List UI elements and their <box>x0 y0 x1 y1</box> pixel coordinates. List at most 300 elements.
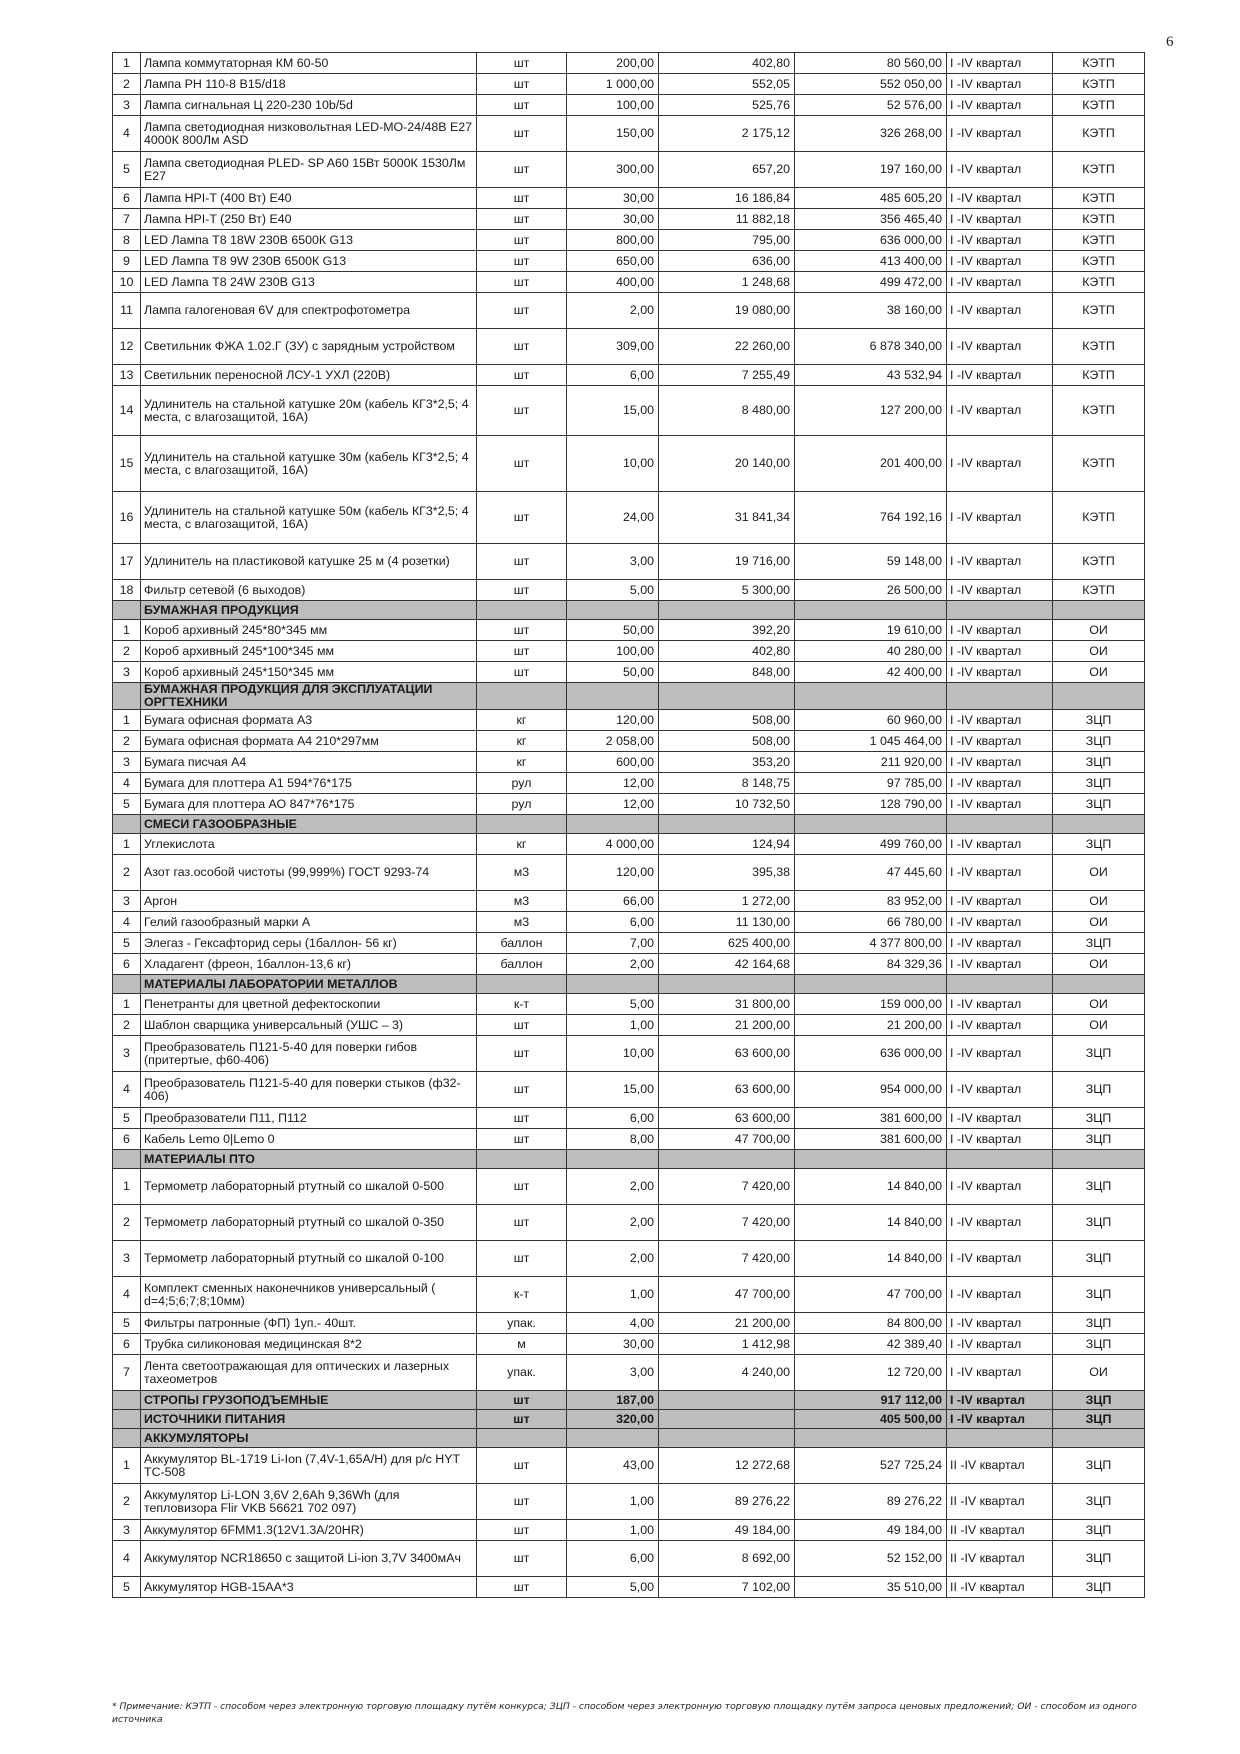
category-method <box>1053 1150 1145 1169</box>
item-price: 2 175,12 <box>659 116 795 152</box>
item-name: Лампа галогеновая 6V для спектрофотометра <box>141 293 477 329</box>
item-method: ЗЦП <box>1053 773 1145 794</box>
row-number: 1 <box>113 710 141 731</box>
item-unit: рул <box>477 773 567 794</box>
item-quantity: 120,00 <box>567 855 659 891</box>
row-number: 2 <box>113 1205 141 1241</box>
table-row <box>113 954 1145 975</box>
category-qty <box>567 601 659 620</box>
item-unit: м <box>477 1334 567 1355</box>
table-row <box>113 933 1145 954</box>
item-name: Бумага офисная формата А4 210*297мм <box>141 731 477 752</box>
item-quantity: 24,00 <box>567 492 659 544</box>
row-number: 4 <box>113 912 141 933</box>
item-quantity: 2,00 <box>567 1205 659 1241</box>
category-qty <box>567 1429 659 1448</box>
item-sum: 97 785,00 <box>795 773 947 794</box>
row-number: 4 <box>113 773 141 794</box>
row-number: 8 <box>113 230 141 251</box>
category-qty <box>567 683 659 710</box>
category-blank-cell <box>113 1391 141 1410</box>
item-quantity: 50,00 <box>567 662 659 683</box>
row-number: 2 <box>113 731 141 752</box>
item-sum: 128 790,00 <box>795 794 947 815</box>
category-title: БУМАЖНАЯ ПРОДУКЦИЯ <box>141 601 477 620</box>
item-name: Шаблон сварщика универсальный (УШС – 3) <box>141 1015 477 1036</box>
item-unit: шт <box>477 641 567 662</box>
item-period: I -IV квартал <box>947 209 1053 230</box>
category-qty <box>567 975 659 994</box>
table-row <box>113 731 1145 752</box>
category-row <box>113 601 1145 620</box>
category-method <box>1053 815 1145 834</box>
item-name: Аккумулятор Li-LON 3,6V 2,6Ah 9,36Wh (для тепловизора Flir VKB 56621 702 097) <box>141 1484 477 1520</box>
item-method: ЗЦП <box>1053 794 1145 815</box>
item-name: Аккумулятор NCR18650 с защитой Li-ion 3,7V 3400мАч <box>141 1541 477 1577</box>
item-quantity: 4,00 <box>567 1313 659 1334</box>
item-method: ЗЦП <box>1053 834 1145 855</box>
item-method: КЭТП <box>1053 329 1145 365</box>
row-number: 6 <box>113 1334 141 1355</box>
item-sum: 499 760,00 <box>795 834 947 855</box>
item-price: 31 800,00 <box>659 994 795 1015</box>
category-qty <box>567 815 659 834</box>
item-unit: кг <box>477 752 567 773</box>
item-sum: 14 840,00 <box>795 1169 947 1205</box>
item-price: 124,94 <box>659 834 795 855</box>
item-quantity: 800,00 <box>567 230 659 251</box>
item-unit: шт <box>477 1015 567 1036</box>
table-row <box>113 994 1145 1015</box>
item-quantity: 6,00 <box>567 1541 659 1577</box>
item-price: 31 841,34 <box>659 492 795 544</box>
category-method <box>1053 683 1145 710</box>
item-sum: 499 472,00 <box>795 272 947 293</box>
item-sum: 552 050,00 <box>795 74 947 95</box>
item-unit: шт <box>477 116 567 152</box>
item-price: 7 255,49 <box>659 365 795 386</box>
item-period: I -IV квартал <box>947 293 1053 329</box>
item-unit: шт <box>477 209 567 230</box>
item-unit: шт <box>477 293 567 329</box>
item-method: КЭТП <box>1053 116 1145 152</box>
item-period: I -IV квартал <box>947 1108 1053 1129</box>
category-sum <box>795 815 947 834</box>
item-quantity: 30,00 <box>567 188 659 209</box>
item-name: Бумага для плоттера АО 847*76*175 <box>141 794 477 815</box>
footnote: * Примечание: КЭТП - способом через электронную торговую площадку путём конкурса; ЗЦП - способом через электронную торговую площадку путём запроса ценовых предложений; ОИ - способом из одного источника <box>112 1701 1137 1725</box>
item-price: 7 420,00 <box>659 1241 795 1277</box>
item-unit: кг <box>477 834 567 855</box>
table-row <box>113 329 1145 365</box>
item-sum: 159 000,00 <box>795 994 947 1015</box>
item-period: I -IV квартал <box>947 1129 1053 1150</box>
item-price: 636,00 <box>659 251 795 272</box>
item-quantity: 7,00 <box>567 933 659 954</box>
item-method: КЭТП <box>1053 293 1145 329</box>
item-period: I -IV квартал <box>947 731 1053 752</box>
item-unit: шт <box>477 1484 567 1520</box>
item-price: 19 080,00 <box>659 293 795 329</box>
item-quantity: 43,00 <box>567 1448 659 1484</box>
row-number: 5 <box>113 1108 141 1129</box>
item-quantity: 1,00 <box>567 1015 659 1036</box>
category-period: I -IV квартал <box>947 1410 1053 1429</box>
item-unit: шт <box>477 365 567 386</box>
row-number: 17 <box>113 544 141 580</box>
category-price <box>659 683 795 710</box>
row-number: 13 <box>113 365 141 386</box>
row-number: 1 <box>113 620 141 641</box>
item-sum: 21 200,00 <box>795 1015 947 1036</box>
category-period <box>947 683 1053 710</box>
item-unit: шт <box>477 436 567 492</box>
item-price: 7 420,00 <box>659 1205 795 1241</box>
table-row <box>113 436 1145 492</box>
category-blank-cell <box>113 1410 141 1429</box>
item-method: КЭТП <box>1053 230 1145 251</box>
item-quantity: 309,00 <box>567 329 659 365</box>
item-quantity: 5,00 <box>567 994 659 1015</box>
item-period: I -IV квартал <box>947 95 1053 116</box>
category-unit <box>477 815 567 834</box>
item-unit: шт <box>477 1577 567 1598</box>
item-name: Комплект сменных наконечников универсальный ( d=4;5;6;7;8;10мм) <box>141 1277 477 1313</box>
item-quantity: 6,00 <box>567 912 659 933</box>
category-sum <box>795 601 947 620</box>
row-number: 3 <box>113 752 141 773</box>
item-method: ЗЦП <box>1053 1577 1145 1598</box>
item-unit: шт <box>477 251 567 272</box>
item-period: I -IV квартал <box>947 230 1053 251</box>
table-row <box>113 794 1145 815</box>
item-method: ОИ <box>1053 1015 1145 1036</box>
item-method: КЭТП <box>1053 544 1145 580</box>
item-sum: 527 725,24 <box>795 1448 947 1484</box>
item-method: ЗЦП <box>1053 1484 1145 1520</box>
item-unit: шт <box>477 580 567 601</box>
item-method: КЭТП <box>1053 436 1145 492</box>
item-period: I -IV квартал <box>947 1036 1053 1072</box>
category-blank-cell <box>113 1150 141 1169</box>
item-sum: 485 605,20 <box>795 188 947 209</box>
item-name: Аккумулятор HGB-15AA*3 <box>141 1577 477 1598</box>
row-number: 2 <box>113 855 141 891</box>
item-sum: 49 184,00 <box>795 1520 947 1541</box>
item-period: I -IV квартал <box>947 492 1053 544</box>
item-sum: 381 600,00 <box>795 1129 947 1150</box>
item-name: Аргон <box>141 891 477 912</box>
table-row <box>113 1448 1145 1484</box>
table-row <box>113 1072 1145 1108</box>
item-name: Удлинитель на стальной катушке 30м (кабель КГ3*2,5; 4 места, с влагозащитой, 16А) <box>141 436 477 492</box>
item-quantity: 2,00 <box>567 1169 659 1205</box>
table-row <box>113 773 1145 794</box>
item-method: КЭТП <box>1053 492 1145 544</box>
row-number: 1 <box>113 1448 141 1484</box>
table-row <box>113 1334 1145 1355</box>
category-row <box>113 1391 1145 1410</box>
category-row <box>113 683 1145 710</box>
item-unit: шт <box>477 386 567 436</box>
item-period: I -IV квартал <box>947 834 1053 855</box>
category-title: СМЕСИ ГАЗООБРАЗНЫЕ <box>141 815 477 834</box>
item-period: II -IV квартал <box>947 1577 1053 1598</box>
item-unit: шт <box>477 1108 567 1129</box>
item-unit: шт <box>477 1169 567 1205</box>
item-method: ЗЦП <box>1053 1169 1145 1205</box>
table-row <box>113 580 1145 601</box>
category-title: БУМАЖНАЯ ПРОДУКЦИЯ ДЛЯ ЭКСПЛУАТАЦИИ ОРГТЕХНИКИ <box>141 683 477 710</box>
item-period: I -IV квартал <box>947 365 1053 386</box>
category-qty: 187,00 <box>567 1391 659 1410</box>
item-unit: шт <box>477 74 567 95</box>
row-number: 9 <box>113 251 141 272</box>
category-period: I -IV квартал <box>947 1391 1053 1410</box>
item-sum: 84 329,36 <box>795 954 947 975</box>
item-price: 795,00 <box>659 230 795 251</box>
item-price: 49 184,00 <box>659 1520 795 1541</box>
row-number: 5 <box>113 933 141 954</box>
item-name: Термометр лабораторный ртутный со шкалой 0-500 <box>141 1169 477 1205</box>
item-price: 848,00 <box>659 662 795 683</box>
item-period: I -IV квартал <box>947 773 1053 794</box>
item-name: Короб архивный 245*80*345 мм <box>141 620 477 641</box>
item-period: I -IV квартал <box>947 891 1053 912</box>
category-price <box>659 815 795 834</box>
item-quantity: 2,00 <box>567 1241 659 1277</box>
item-sum: 127 200,00 <box>795 386 947 436</box>
table-row <box>113 855 1145 891</box>
category-price <box>659 975 795 994</box>
item-quantity: 400,00 <box>567 272 659 293</box>
item-price: 7 420,00 <box>659 1169 795 1205</box>
item-price: 5 300,00 <box>659 580 795 601</box>
item-method: КЭТП <box>1053 188 1145 209</box>
item-method: КЭТП <box>1053 95 1145 116</box>
item-name: Лента светоотражающая для оптических и лазерных тахеометров <box>141 1355 477 1391</box>
item-quantity: 50,00 <box>567 620 659 641</box>
item-price: 12 272,68 <box>659 1448 795 1484</box>
item-quantity: 2 058,00 <box>567 731 659 752</box>
item-quantity: 10,00 <box>567 1036 659 1072</box>
item-sum: 89 276,22 <box>795 1484 947 1520</box>
table-row <box>113 1484 1145 1520</box>
row-number: 3 <box>113 891 141 912</box>
table-row <box>113 188 1145 209</box>
item-method: ОИ <box>1053 620 1145 641</box>
item-quantity: 6,00 <box>567 365 659 386</box>
item-method: ЗЦП <box>1053 752 1145 773</box>
item-name: Пенетранты для цветной дефектоскопии <box>141 994 477 1015</box>
item-period: I -IV квартал <box>947 1355 1053 1391</box>
item-unit: м3 <box>477 891 567 912</box>
item-unit: шт <box>477 544 567 580</box>
item-name: Термометр лабораторный ртутный со шкалой 0-350 <box>141 1205 477 1241</box>
item-method: ЗЦП <box>1053 1277 1145 1313</box>
item-name: Преобразователи П11, П112 <box>141 1108 477 1129</box>
category-unit <box>477 1150 567 1169</box>
item-period: I -IV квартал <box>947 53 1053 74</box>
item-quantity: 3,00 <box>567 1355 659 1391</box>
table-row <box>113 53 1145 74</box>
table-row <box>113 834 1145 855</box>
item-method: ЗЦП <box>1053 1205 1145 1241</box>
row-number: 5 <box>113 794 141 815</box>
item-unit: шт <box>477 1541 567 1577</box>
category-row <box>113 815 1145 834</box>
item-name: Короб архивный 245*100*345 мм <box>141 641 477 662</box>
item-unit: шт <box>477 1036 567 1072</box>
item-unit: баллон <box>477 933 567 954</box>
item-sum: 381 600,00 <box>795 1108 947 1129</box>
category-row <box>113 1150 1145 1169</box>
item-sum: 636 000,00 <box>795 1036 947 1072</box>
item-name: Аккумулятор BL-1719 Li-Ion (7,4V-1,65A/H) для р/с HYT TC-508 <box>141 1448 477 1484</box>
item-unit: упак. <box>477 1355 567 1391</box>
item-name: LED Лампа T8 18W 230В 6500К G13 <box>141 230 477 251</box>
item-method: КЭТП <box>1053 74 1145 95</box>
item-quantity: 5,00 <box>567 580 659 601</box>
category-period <box>947 601 1053 620</box>
item-sum: 636 000,00 <box>795 230 947 251</box>
item-sum: 83 952,00 <box>795 891 947 912</box>
item-period: I -IV квартал <box>947 710 1053 731</box>
item-method: ЗЦП <box>1053 1541 1145 1577</box>
category-period <box>947 815 1053 834</box>
item-unit: м3 <box>477 912 567 933</box>
item-quantity: 8,00 <box>567 1129 659 1150</box>
item-method: ЗЦП <box>1053 1241 1145 1277</box>
item-sum: 52 152,00 <box>795 1541 947 1577</box>
item-name: Азот газ.особой чистоты (99,999%) ГОСТ 9293-74 <box>141 855 477 891</box>
table-row <box>113 544 1145 580</box>
item-quantity: 2,00 <box>567 293 659 329</box>
item-period: I -IV квартал <box>947 188 1053 209</box>
item-period: I -IV квартал <box>947 272 1053 293</box>
table-row <box>113 710 1145 731</box>
category-row <box>113 1410 1145 1429</box>
item-method: ОИ <box>1053 662 1145 683</box>
item-name: Преобразователь П121-5-40 для поверки гибов (притертые, ф60-406) <box>141 1036 477 1072</box>
item-quantity: 3,00 <box>567 544 659 580</box>
row-number: 5 <box>113 1577 141 1598</box>
item-period: I -IV квартал <box>947 386 1053 436</box>
category-price <box>659 1150 795 1169</box>
item-sum: 80 560,00 <box>795 53 947 74</box>
table-row <box>113 74 1145 95</box>
item-period: I -IV квартал <box>947 436 1053 492</box>
item-sum: 42 400,00 <box>795 662 947 683</box>
item-price: 1 272,00 <box>659 891 795 912</box>
table-row <box>113 365 1145 386</box>
table-row <box>113 492 1145 544</box>
item-quantity: 200,00 <box>567 53 659 74</box>
item-name: Лампа коммутаторная КМ 60-50 <box>141 53 477 74</box>
category-unit <box>477 975 567 994</box>
category-method: ЗЦП <box>1053 1410 1145 1429</box>
item-sum: 47 700,00 <box>795 1277 947 1313</box>
item-period: I -IV квартал <box>947 1241 1053 1277</box>
table-row <box>113 1241 1145 1277</box>
item-sum: 19 610,00 <box>795 620 947 641</box>
item-name: Трубка силиконовая медицинская 8*2 <box>141 1334 477 1355</box>
item-method: ЗЦП <box>1053 1129 1145 1150</box>
item-price: 21 200,00 <box>659 1313 795 1334</box>
category-blank-cell <box>113 601 141 620</box>
item-price: 89 276,22 <box>659 1484 795 1520</box>
row-number: 1 <box>113 53 141 74</box>
item-unit: шт <box>477 329 567 365</box>
item-name: Бумага офисная формата А3 <box>141 710 477 731</box>
item-sum: 42 389,40 <box>795 1334 947 1355</box>
category-qty: 320,00 <box>567 1410 659 1429</box>
item-period: I -IV квартал <box>947 1169 1053 1205</box>
category-period <box>947 1429 1053 1448</box>
item-price: 552,05 <box>659 74 795 95</box>
table-body <box>113 53 1145 1598</box>
category-unit <box>477 601 567 620</box>
row-number: 1 <box>113 834 141 855</box>
item-quantity: 1,00 <box>567 1277 659 1313</box>
item-period: II -IV квартал <box>947 1448 1053 1484</box>
table-row <box>113 1541 1145 1577</box>
item-name: Короб архивный 245*150*345 мм <box>141 662 477 683</box>
item-quantity: 100,00 <box>567 641 659 662</box>
item-price: 392,20 <box>659 620 795 641</box>
category-period <box>947 1150 1053 1169</box>
item-price: 47 700,00 <box>659 1129 795 1150</box>
item-name: Гелий газообразный марки А <box>141 912 477 933</box>
item-name: Светильник ФЖА 1.02.Г (ЗУ) с зарядным устройством <box>141 329 477 365</box>
item-method: ЗЦП <box>1053 1036 1145 1072</box>
item-period: I -IV квартал <box>947 752 1053 773</box>
item-period: II -IV квартал <box>947 1484 1053 1520</box>
item-period: I -IV квартал <box>947 544 1053 580</box>
item-period: I -IV квартал <box>947 933 1053 954</box>
row-number: 6 <box>113 954 141 975</box>
item-period: I -IV квартал <box>947 912 1053 933</box>
item-sum: 43 532,94 <box>795 365 947 386</box>
item-name: Бумага для плоттера А1 594*76*175 <box>141 773 477 794</box>
item-name: Удлинитель на стальной катушке 50м (кабель КГ3*2,5; 4 места, с влагозащитой, 16А) <box>141 492 477 544</box>
procurement-table <box>112 52 1145 1598</box>
row-number: 3 <box>113 95 141 116</box>
row-number: 3 <box>113 1036 141 1072</box>
item-period: I -IV квартал <box>947 329 1053 365</box>
item-price: 19 716,00 <box>659 544 795 580</box>
item-price: 625 400,00 <box>659 933 795 954</box>
item-unit: кг <box>477 731 567 752</box>
item-period: I -IV квартал <box>947 954 1053 975</box>
item-sum: 40 280,00 <box>795 641 947 662</box>
table-row <box>113 95 1145 116</box>
category-unit: шт <box>477 1410 567 1429</box>
category-title: МАТЕРИАЛЫ ПТО <box>141 1150 477 1169</box>
item-price: 657,20 <box>659 152 795 188</box>
item-period: II -IV квартал <box>947 1520 1053 1541</box>
category-sum: 405 500,00 <box>795 1410 947 1429</box>
item-price: 11 130,00 <box>659 912 795 933</box>
item-quantity: 1,00 <box>567 1520 659 1541</box>
table-row <box>113 251 1145 272</box>
item-period: I -IV квартал <box>947 620 1053 641</box>
item-name: Преобразователь П121-5-40 для поверки стыков (ф32-406) <box>141 1072 477 1108</box>
item-method: ОИ <box>1053 1355 1145 1391</box>
item-method: ОИ <box>1053 954 1145 975</box>
category-blank-cell <box>113 1429 141 1448</box>
item-price: 8 692,00 <box>659 1541 795 1577</box>
